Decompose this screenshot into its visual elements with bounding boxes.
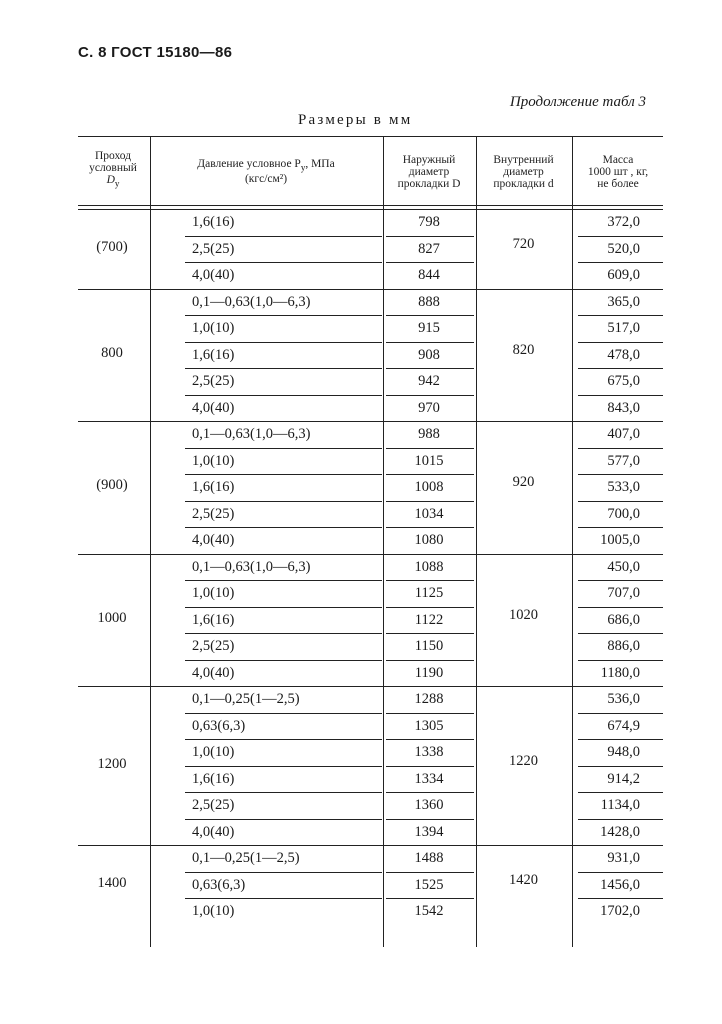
mass-cell: 914,2: [607, 770, 640, 787]
outer-diameter-cell: 1088: [414, 558, 444, 575]
pressure-cell: 0,1—0,25(1—2,5): [192, 850, 300, 866]
pressure-cell: 0,63(6,3): [192, 876, 246, 893]
pressure-cell: 4,0(40): [192, 399, 235, 416]
mass-cell: 700,0: [607, 505, 640, 522]
outer-diameter-cell: 1288: [414, 691, 444, 707]
mass-cell: 1005,0: [600, 532, 640, 548]
inner-diameter-cell: 1420: [509, 871, 538, 888]
pressure-cell: 2,5(25): [192, 638, 235, 654]
mass-cell: 478,0: [607, 346, 640, 363]
mass-cell: 1456,0: [600, 876, 640, 893]
pressure-cell: 4,0(40): [192, 267, 235, 283]
outer-diameter-cell: 1015: [414, 452, 444, 469]
units-subtitle: Размеры в мм: [298, 112, 413, 128]
pressure-cell: 1,6(16): [192, 611, 235, 628]
outer-diameter-cell: 1034: [414, 505, 444, 522]
outer-diameter-cell: 1360: [414, 797, 444, 813]
inner-diameter-cell: 820: [512, 341, 535, 358]
pressure-cell: 1,0(10): [192, 744, 235, 760]
outer-diameter-cell: 1334: [414, 770, 444, 787]
outer-diameter-cell: 827: [418, 240, 440, 257]
mass-cell: 1428,0: [600, 823, 640, 840]
outer-diameter-cell: 1150: [414, 638, 444, 654]
mass-cell: 365,0: [607, 293, 640, 310]
mass-cell: 1180,0: [600, 664, 640, 681]
dy-cell: (900): [96, 477, 128, 494]
header-mass: Масса 1000 шт , кг, не более: [587, 154, 649, 190]
outer-diameter-cell: 908: [418, 346, 440, 363]
header-outer-diameter: Наружный диаметр прокладки D: [397, 154, 461, 190]
outer-diameter-cell: 1125: [414, 585, 444, 601]
outer-diameter-cell: 1122: [414, 611, 444, 628]
dy-cell: 800: [101, 344, 123, 361]
mass-cell: 843,0: [607, 399, 640, 416]
mass-cell: 931,0: [607, 850, 640, 866]
pressure-cell: 0,1—0,63(1,0—6,3): [192, 293, 311, 310]
dy-cell: 1400: [97, 874, 127, 891]
inner-diameter-cell: 720: [512, 235, 535, 252]
outer-diameter-cell: 1525: [414, 876, 444, 893]
header-dy: Проход условный $D_у$: [89, 150, 137, 189]
mass-cell: 577,0: [607, 452, 640, 469]
outer-diameter-cell: 1190: [414, 664, 444, 681]
pressure-cell: 0,1—0,25(1—2,5): [192, 691, 300, 707]
mass-cell: 517,0: [607, 320, 640, 336]
divider-1: [150, 136, 151, 947]
dy-cell: (700): [96, 238, 128, 255]
outer-diameter-cell: 1338: [414, 744, 444, 760]
header-bottom-rule: [78, 205, 663, 206]
continuation-label: Продолжение табл 3: [509, 94, 646, 110]
outer-diameter-cell: 915: [418, 320, 440, 336]
mass-cell: 407,0: [607, 426, 640, 442]
outer-diameter-cell: 988: [418, 426, 440, 442]
pressure-cell: 1,6(16): [192, 346, 235, 363]
mass-cell: 675,0: [607, 373, 640, 389]
pressure-cell: 0,63(6,3): [192, 717, 246, 734]
mass-cell: 609,0: [607, 267, 640, 283]
outer-diameter-cell: 844: [418, 267, 440, 283]
pressure-cell: 4,0(40): [192, 664, 235, 681]
mass-cell: 533,0: [607, 479, 640, 495]
outer-diameter-cell: 1305: [414, 717, 444, 734]
pressure-cell: 1,6(16): [192, 214, 235, 230]
pressure-cell: 1,6(16): [192, 479, 235, 495]
pressure-cell: 2,5(25): [192, 373, 235, 389]
pressure-cell: 1,0(10): [192, 585, 235, 601]
outer-diameter-cell: 1488: [414, 850, 444, 866]
pressure-cell: 1,6(16): [192, 770, 235, 787]
outer-diameter-cell: 1542: [414, 903, 444, 919]
table-top-rule: [78, 136, 663, 137]
inner-diameter-cell: 920: [512, 474, 535, 491]
inner-diameter-cell: 1020: [509, 606, 538, 623]
mass-cell: 1134,0: [600, 797, 640, 813]
mass-cell: 520,0: [607, 240, 640, 257]
inner-diameter-cell: 1220: [509, 752, 538, 769]
divider-3: [476, 136, 477, 947]
outer-diameter-cell: 1008: [414, 479, 444, 495]
outer-diameter-cell: 888: [418, 293, 440, 310]
mass-cell: 372,0: [607, 214, 640, 230]
header-inner-diameter: Внутренний диаметр прокладки d: [493, 154, 554, 190]
mass-cell: 1702,0: [600, 903, 640, 919]
mass-cell: 948,0: [607, 744, 640, 760]
outer-diameter-cell: 942: [418, 373, 440, 389]
header-pressure: Давление условное $P_у$, МПа (кгс/см²): [197, 158, 335, 186]
mass-cell: 674,9: [607, 717, 640, 734]
mass-cell: 686,0: [607, 611, 640, 628]
dy-cell: 1000: [97, 609, 127, 626]
mass-cell: 886,0: [607, 638, 640, 654]
pressure-cell: 1,0(10): [192, 903, 235, 919]
pressure-cell: 0,1—0,63(1,0—6,3): [192, 558, 311, 575]
mass-cell: 450,0: [607, 558, 640, 575]
pressure-cell: 1,0(10): [192, 452, 235, 469]
mass-cell: 707,0: [607, 585, 640, 601]
pressure-cell: 4,0(40): [192, 823, 235, 840]
pressure-cell: 2,5(25): [192, 505, 235, 522]
pressure-cell: 2,5(25): [192, 797, 235, 813]
pressure-cell: 1,0(10): [192, 320, 235, 336]
outer-diameter-cell: 970: [418, 399, 440, 416]
pressure-cell: 0,1—0,63(1,0—6,3): [192, 426, 311, 442]
pressure-cell: 2,5(25): [192, 240, 235, 257]
dy-cell: 1200: [97, 755, 127, 772]
mass-cell: 536,0: [607, 691, 640, 707]
pressure-cell: 4,0(40): [192, 532, 235, 548]
outer-diameter-cell: 798: [418, 214, 440, 230]
outer-diameter-cell: 1394: [414, 823, 444, 840]
outer-diameter-cell: 1080: [414, 532, 444, 548]
page-header: С. 8 ГОСТ 15180—86: [78, 44, 233, 61]
